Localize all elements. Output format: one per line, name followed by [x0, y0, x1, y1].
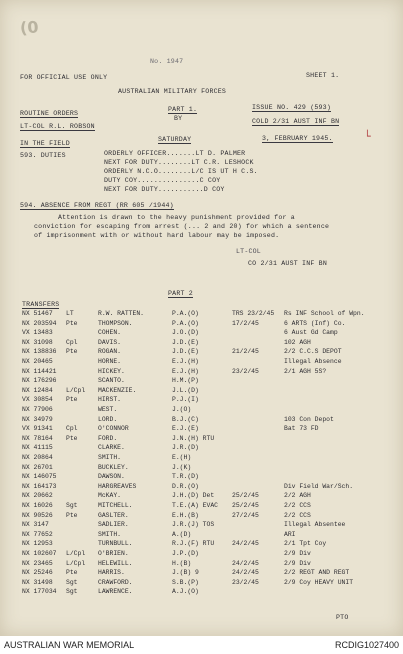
- surname: GASLTER.: [98, 511, 129, 519]
- initials-status: J.R.(J) TOS: [172, 521, 215, 529]
- rank: L/Cpl: [66, 559, 86, 567]
- restriction: FOR OFFICIAL USE ONLY: [20, 74, 108, 81]
- surname: HARGREAVES: [98, 482, 137, 490]
- duty-line: ORDERLY N.C.O........L/C IS UT H C.S.: [104, 168, 258, 175]
- initials-status: E.J.(H): [172, 367, 199, 375]
- surname: HIRST.: [98, 396, 122, 404]
- surname: CLARKE.: [98, 444, 125, 452]
- duty-line: NEXT FOR DUTY...........D COY: [104, 186, 225, 193]
- in-field: IN THE FIELD: [20, 140, 70, 147]
- service-number: NX 25246: [22, 569, 53, 577]
- date: 25/2/45: [232, 492, 259, 500]
- surname: ROGAN.: [98, 348, 122, 356]
- date: 24/2/45: [232, 559, 259, 567]
- surname: DAVIS.: [98, 338, 122, 346]
- pto: PTO: [336, 614, 349, 621]
- rank: L/Cpl: [66, 386, 86, 394]
- part-2-heading: PART 2: [168, 290, 193, 297]
- service-number: VX 91341: [22, 425, 53, 433]
- surname: SMITH.: [98, 530, 122, 538]
- surname: O'CONNOR: [98, 425, 129, 433]
- surname: LORD.: [98, 415, 118, 423]
- unit-name: COLD 2/31 AUST INF BN: [252, 118, 340, 125]
- date: 21/2/45: [232, 348, 259, 356]
- rank: Pte: [66, 348, 78, 356]
- initials-status: J.(K): [172, 463, 192, 471]
- initials-status: P.J.(I): [172, 396, 199, 404]
- initials-status: J.H.(D) Det: [172, 492, 215, 500]
- initials-status: J.(O): [172, 406, 192, 413]
- surname: O'BRIEN.: [98, 550, 129, 557]
- initials-status: H.(B): [172, 559, 192, 567]
- date: TRS 23/2/45: [232, 310, 275, 317]
- remarks: Illegal Absence: [284, 358, 342, 365]
- remarks: 6 Aust Gd Camp: [284, 329, 338, 337]
- service-number: NX 138836: [22, 348, 57, 356]
- initials-status: J.D.(E): [172, 338, 199, 346]
- rank: Cpl: [66, 425, 78, 433]
- rank: Pte: [66, 396, 78, 404]
- date: 27/2/45: [232, 511, 259, 519]
- service-number: NX 20662: [22, 492, 53, 500]
- transfers-heading: TRANSFERS: [22, 301, 60, 308]
- rank: Pte: [66, 434, 78, 442]
- initials-status: B.J.(C): [172, 415, 199, 423]
- force-title: AUSTRALIAN MILITARY FORCES: [118, 88, 227, 95]
- initials-status: T.E.(A) EVAC: [172, 502, 219, 509]
- day: SATURDAY: [158, 136, 192, 143]
- surname: HICKEY.: [98, 367, 125, 375]
- stamp: (0: [19, 17, 40, 38]
- service-number: NX 16026: [22, 502, 53, 509]
- rank: Pte: [66, 569, 78, 577]
- commanding-officer: LT-COL R.L. ROBSON: [20, 123, 95, 130]
- rank: Pte: [66, 319, 78, 327]
- remarks: ARI: [284, 530, 296, 538]
- rank: LT: [66, 310, 74, 317]
- initials-status: J.O.(D): [172, 329, 199, 337]
- initials-status: E.H.(B): [172, 511, 199, 519]
- surname: BUCKLEY.: [98, 463, 129, 471]
- duty-line: ORDERLY OFFICER.......LT D. PALMER: [104, 150, 246, 157]
- service-number: NX 177034: [22, 588, 57, 596]
- duty-line: DUTY COY...............C COY: [104, 177, 221, 184]
- service-number: NX 51467: [22, 310, 53, 317]
- date: 23/2/45: [232, 578, 259, 586]
- service-number: NX 77652: [22, 530, 53, 538]
- service-number: NX 176296: [22, 377, 57, 385]
- surname: HORNE.: [98, 358, 122, 365]
- archive-footer: [0, 636, 403, 654]
- remarks: 2/2 REGT AND REGT: [284, 569, 350, 577]
- remarks: 2/9 Div: [284, 559, 311, 567]
- date: 17/2/45: [232, 319, 259, 327]
- date: 3, FEBRUARY 1945.: [262, 135, 333, 142]
- surname: SMITH.: [98, 454, 122, 461]
- initials-status: R.J.(F) RTU: [172, 540, 215, 548]
- initials-status: S.B.(P): [172, 578, 199, 586]
- remarks: Bat 73 FD: [284, 425, 319, 433]
- remarks: 103 Con Depot: [284, 415, 334, 423]
- surname: HARRIS.: [98, 569, 125, 577]
- service-number: NX 77906: [22, 406, 53, 413]
- service-number: NX 146075: [22, 473, 57, 481]
- service-number: NX 31098: [22, 338, 53, 346]
- surname: R.W. RATTEN.: [98, 310, 145, 317]
- rank: Sgt: [66, 578, 78, 586]
- service-number: NX 203594: [22, 319, 57, 327]
- surname: MACKENZIE.: [98, 386, 137, 394]
- service-number: NX 12953: [22, 540, 53, 548]
- service-number: NX 20465: [22, 358, 53, 365]
- initials-status: J.L.(D): [172, 386, 199, 394]
- rank: L/Cpl: [66, 550, 86, 557]
- archive-reference: RCDIG1027400: [334, 640, 399, 650]
- service-number: NX 12484: [22, 386, 53, 394]
- by-label: BY: [174, 115, 183, 122]
- service-number: VX 30854: [22, 396, 53, 404]
- initials-status: E.J.(H): [172, 358, 199, 365]
- service-number: NX 90526: [22, 511, 53, 519]
- remarks: Div Field War/Sch.: [284, 482, 354, 490]
- surname: HELEWILL.: [98, 559, 133, 567]
- routine-orders: ROUTINE ORDERS: [20, 110, 79, 117]
- remarks: 2/2 AGH: [284, 492, 311, 500]
- remarks: 6 ARTS (Inf) Co.: [284, 319, 346, 327]
- remarks: 102 AGH: [284, 338, 311, 346]
- archive-name: AUSTRALIAN WAR MEMORIAL: [4, 640, 135, 650]
- remarks: 2/9 Div: [284, 550, 311, 557]
- initials-status: E.(H): [172, 454, 192, 461]
- service-number: NX 20864: [22, 454, 53, 461]
- top-ref: No. 1947: [150, 58, 184, 65]
- initials-status: A.J.(O): [172, 588, 199, 596]
- initials-status: P.A.(O): [172, 319, 199, 327]
- date: 24/2/45: [232, 540, 259, 548]
- surname: THOMPSON.: [98, 319, 133, 327]
- remarks: 2/1 Tpt Coy: [284, 540, 327, 548]
- service-number: NX 164173: [22, 482, 57, 490]
- initials-status: J.P.(D): [172, 550, 199, 557]
- rank: Cpl: [66, 338, 78, 346]
- surname: MITCHELL.: [98, 502, 133, 509]
- surname: SADLIER.: [98, 521, 129, 529]
- service-number: NX 26701: [22, 463, 53, 471]
- surname: McKAY.: [98, 492, 122, 500]
- service-number: NX 3147: [22, 521, 49, 529]
- issue-number: ISSUE NO. 429 (593): [252, 104, 331, 111]
- remarks: Rs INF School of Wpn.: [284, 310, 365, 317]
- service-number: NX 114421: [22, 367, 57, 375]
- duties-heading: 593. DUTIES: [20, 152, 66, 159]
- initials-status: H.M.(P): [172, 377, 199, 385]
- order-594-text: of imprisonment with or without hard labour may be imposed.: [34, 232, 280, 239]
- rank: Sgt: [66, 588, 78, 596]
- sheet-number: SHEET 1.: [306, 72, 340, 79]
- service-number: NX 78164: [22, 434, 53, 442]
- initials-status: J.N.(H) RTU: [172, 434, 215, 442]
- duty-line: NEXT FOR DUTY........LT C.R. LESHOCK: [104, 159, 254, 166]
- remarks: 2/1 AGH 5S?: [284, 367, 327, 375]
- signature: LT-COL: [236, 248, 261, 255]
- remarks: Illegal Absentee: [284, 521, 346, 529]
- service-number: NX 41115: [22, 444, 53, 452]
- date: 25/2/45: [232, 502, 259, 509]
- initials-status: J.(B) 9: [172, 569, 199, 577]
- surname: SCANTO.: [98, 377, 125, 385]
- service-number: VX 13483: [22, 329, 53, 337]
- surname: COHEN.: [98, 329, 122, 337]
- date: 23/2/45: [232, 367, 259, 375]
- signature-line: CO 2/31 AUST INF BN: [248, 260, 327, 267]
- red-mark: └: [364, 130, 371, 143]
- surname: DAWSON.: [98, 473, 125, 481]
- initials-status: P.A.(O): [172, 310, 199, 317]
- rank: Sgt: [66, 502, 78, 509]
- order-594-text: Attention is drawn to the heavy punishment provided for a: [58, 214, 295, 221]
- initials-status: T.R.(D): [172, 473, 199, 481]
- remarks: 2/9 Coy HEAVY UNIT: [284, 578, 354, 586]
- initials-status: J.D.(E): [172, 348, 199, 356]
- remarks: 2/2 C.C.S DEPOT: [284, 348, 342, 356]
- service-number: NX 102607: [22, 550, 57, 557]
- rank: Pte: [66, 511, 78, 519]
- initials-status: A.(D): [172, 530, 192, 538]
- service-number: NX 23465: [22, 559, 53, 567]
- surname: WEST.: [98, 406, 118, 413]
- service-number: NX 31498: [22, 578, 53, 586]
- remarks: 2/2 CCS: [284, 502, 311, 509]
- surname: CRAWFORD.: [98, 578, 133, 586]
- surname: FORD.: [98, 434, 118, 442]
- initials-status: J.R.(D): [172, 444, 199, 452]
- initials-status: E.J.(E): [172, 425, 199, 433]
- order-594-text: conviction for escaping from arrest (... 2 and 20) for which a sentence: [34, 223, 330, 230]
- part-title: PART 1.: [168, 106, 198, 113]
- surname: TURNBULL.: [98, 540, 133, 548]
- remarks: 2/2 CCS: [284, 511, 311, 519]
- order-594-heading: 594. ABSENCE FROM REGT (RR 605 /1944): [20, 202, 174, 209]
- date: 24/2/45: [232, 569, 259, 577]
- surname: LAWRENCE.: [98, 588, 133, 596]
- service-number: NX 34979: [22, 415, 53, 423]
- initials-status: D.R.(O): [172, 482, 199, 490]
